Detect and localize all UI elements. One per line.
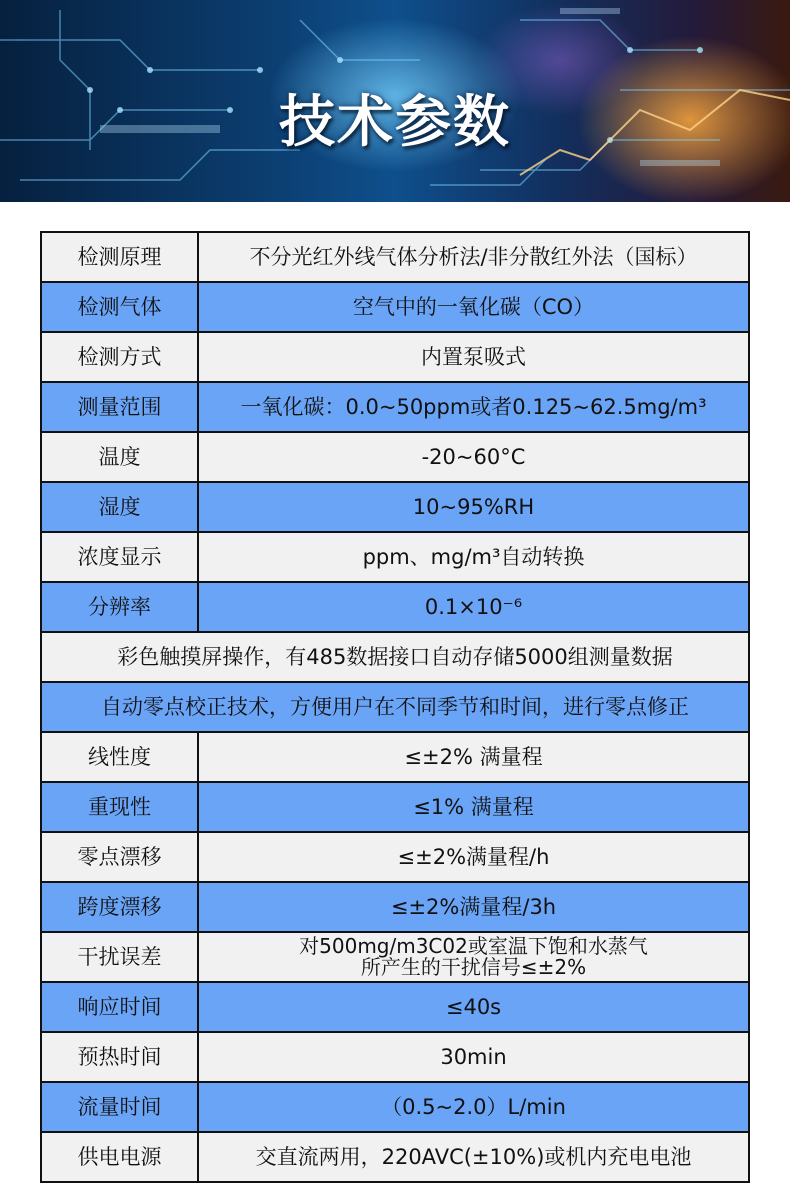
header-banner <box>0 0 790 202</box>
table-row <box>41 382 749 432</box>
param-value: ppm、mg/m³自动转换 <box>198 532 749 582</box>
table-row <box>41 432 749 482</box>
param-label: 干扰误差 <box>41 932 198 982</box>
param-label: 检测方式 <box>41 332 198 382</box>
param-value-line: 所产生的干扰信号≤±2% <box>360 955 587 979</box>
param-label: 预热时间 <box>41 1032 198 1082</box>
param-value: ≤40s <box>198 982 749 1032</box>
param-label: 线性度 <box>41 732 198 782</box>
table-row <box>41 1082 749 1132</box>
param-label: 检测原理 <box>41 232 198 282</box>
table-row <box>41 532 749 582</box>
param-value-line: 对500mg/m3C02或室温下饱和水蒸气 <box>299 934 648 958</box>
table-row <box>41 832 749 882</box>
param-value: ≤±2%满量程/3h <box>198 882 749 932</box>
param-label: 响应时间 <box>41 982 198 1032</box>
param-value: ≤±2%满量程/h <box>198 832 749 882</box>
param-label: 零点漂移 <box>41 832 198 882</box>
param-value-multiline <box>198 932 749 982</box>
param-value: 交直流两用，220AVC(±10%)或机内充电电池 <box>198 1132 749 1182</box>
table-row <box>41 932 749 982</box>
param-value: 10~95%RH <box>198 482 749 532</box>
table-row <box>41 882 749 932</box>
table-row <box>41 282 749 332</box>
param-label: 检测气体 <box>41 282 198 332</box>
table-row <box>41 232 749 282</box>
param-label: 温度 <box>41 432 198 482</box>
table-row <box>41 782 749 832</box>
table-row-note <box>41 632 749 682</box>
param-value: （0.5~2.0）L/min <box>198 1082 749 1132</box>
feature-note: 自动零点校正技术，方便用户在不同季节和时间，进行零点修正 <box>41 682 749 732</box>
feature-note: 彩色触摸屏操作，有485数据接口自动存储5000组测量数据 <box>41 632 749 682</box>
param-label: 测量范围 <box>41 382 198 432</box>
table-row <box>41 732 749 782</box>
table-row <box>41 982 749 1032</box>
param-value: ≤±2% 满量程 <box>198 732 749 782</box>
table-row <box>41 332 749 382</box>
param-label: 流量时间 <box>41 1082 198 1132</box>
param-label: 跨度漂移 <box>41 882 198 932</box>
param-value: ≤1% 满量程 <box>198 782 749 832</box>
table-row <box>41 1132 749 1182</box>
param-label: 分辨率 <box>41 582 198 632</box>
table-row <box>41 582 749 632</box>
param-value: 空气中的一氧化碳（CO） <box>198 282 749 332</box>
param-label: 湿度 <box>41 482 198 532</box>
table-row <box>41 1032 749 1082</box>
param-value: 0.1×10⁻⁶ <box>198 582 749 632</box>
spec-table-container <box>40 231 750 1183</box>
param-value: 30min <box>198 1032 749 1082</box>
param-value: 不分光红外线气体分析法/非分散红外法（国标） <box>198 232 749 282</box>
param-label: 供电电源 <box>41 1132 198 1182</box>
param-value: 一氧化碳：0.0~50ppm或者0.125~62.5mg/m³ <box>198 382 749 432</box>
param-label: 重现性 <box>41 782 198 832</box>
param-value: 内置泵吸式 <box>198 332 749 382</box>
page-title: 技术参数 <box>279 90 511 155</box>
spec-table <box>40 231 750 1183</box>
table-row <box>41 482 749 532</box>
param-label: 浓度显示 <box>41 532 198 582</box>
param-value: -20~60°C <box>198 432 749 482</box>
table-row-note <box>41 682 749 732</box>
